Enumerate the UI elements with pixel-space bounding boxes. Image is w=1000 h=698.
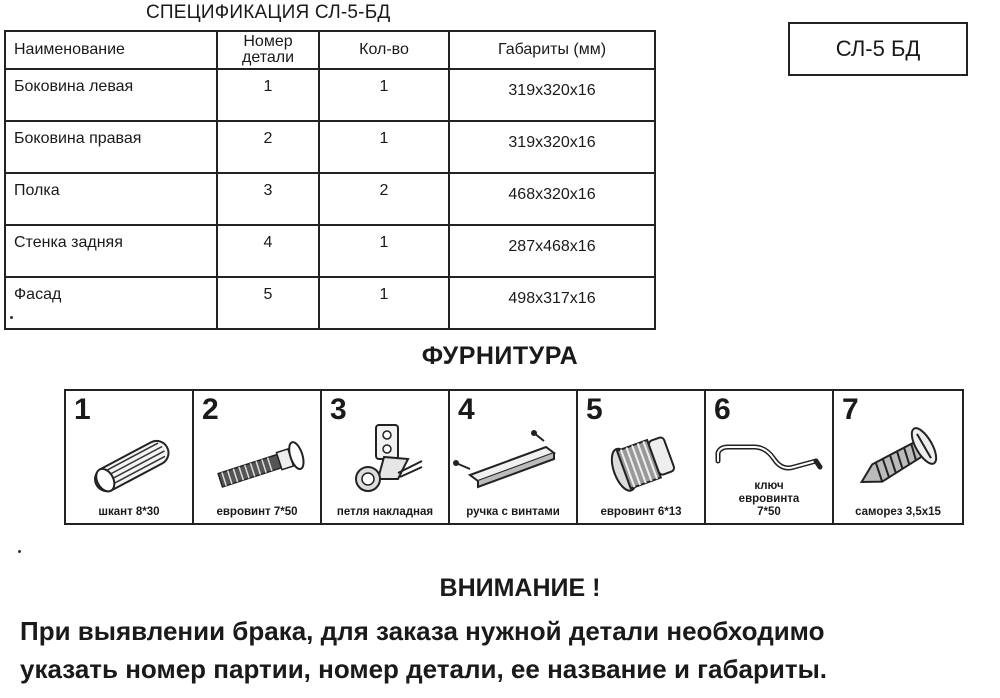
- table-row: [5, 69, 655, 121]
- hardware-number: 7: [842, 393, 859, 426]
- hardware-number: 1: [74, 393, 91, 426]
- handle-icon: [450, 417, 578, 497]
- cell-name: Полка: [5, 173, 217, 225]
- header-num: Номер детали: [217, 31, 319, 69]
- header-size: Габариты (мм): [449, 31, 655, 69]
- hardware-label: петля накладная: [336, 506, 434, 518]
- hardware-row: [64, 389, 964, 525]
- hardware-item: [66, 391, 194, 523]
- cell-size: 498x317x16: [449, 277, 655, 329]
- cell-name: Стенка задняя: [5, 225, 217, 277]
- cell-num: 2: [217, 121, 319, 173]
- warning-line-1: При выявлении брака, для заказа нужной детали необходимо: [20, 616, 825, 646]
- hardware-number: 6: [714, 393, 731, 426]
- hardware-label: евровинт 6*13: [600, 506, 682, 518]
- hardware-number: 5: [586, 393, 603, 426]
- cell-name: Боковина левая: [5, 69, 217, 121]
- table-row: [5, 225, 655, 277]
- table-header-row: [5, 31, 655, 69]
- cell-qty: 2: [319, 173, 449, 225]
- warning-line-2: указать номер партии, номер детали, ее название и габариты.: [20, 654, 827, 684]
- cell-num: 3: [217, 173, 319, 225]
- cell-qty: 1: [319, 225, 449, 277]
- table-row: [5, 173, 655, 225]
- cell-num: 4: [217, 225, 319, 277]
- hardware-item: [322, 391, 450, 523]
- cell-qty: 1: [319, 277, 449, 329]
- cell-name: Фасад: [5, 277, 217, 329]
- hardware-title: ФУРНИТУРА: [421, 342, 579, 370]
- hardware-item: [706, 391, 834, 523]
- hardware-label: евровинт 7*50: [216, 506, 298, 518]
- table-row: [5, 121, 655, 173]
- hardware-label: ключ евровинта 7*50: [738, 480, 800, 518]
- cell-qty: 1: [319, 69, 449, 121]
- header-qty: Кол-во: [319, 31, 449, 69]
- header-name: Наименование: [5, 31, 217, 69]
- spec-title: СПЕЦИФИКАЦИЯ СЛ-5-БД: [146, 2, 391, 23]
- spec-table: [4, 30, 656, 330]
- table-row: [5, 277, 655, 329]
- cell-name: Боковина правая: [5, 121, 217, 173]
- wood-screw-icon: [834, 417, 962, 497]
- short-screw-icon: [578, 417, 706, 497]
- hardware-label: саморез 3,5x15: [855, 506, 941, 518]
- warning-title: ВНИМАНИЕ !: [439, 574, 601, 602]
- euro-screw-icon: [194, 417, 322, 497]
- hardware-label: ручка с винтами: [466, 506, 560, 518]
- cell-size: 468x320x16: [449, 173, 655, 225]
- hardware-item: [194, 391, 322, 523]
- hardware-item: [578, 391, 706, 523]
- hardware-label: шкант 8*30: [98, 506, 160, 518]
- cell-qty: 1: [319, 121, 449, 173]
- scan-speck: [10, 316, 13, 319]
- hinge-icon: [322, 417, 450, 497]
- hardware-number: 4: [458, 393, 475, 426]
- cell-num: 5: [217, 277, 319, 329]
- hardware-number: 3: [330, 393, 347, 426]
- product-code-box: СЛ-5 БД: [788, 22, 968, 76]
- hardware-number: 2: [202, 393, 219, 426]
- scan-speck: [18, 550, 21, 553]
- cell-size: 287x468x16: [449, 225, 655, 277]
- cell-size: 319x320x16: [449, 121, 655, 173]
- hardware-item: [450, 391, 578, 523]
- hardware-item: [834, 391, 962, 523]
- cell-num: 1: [217, 69, 319, 121]
- dowel-icon: [66, 417, 194, 497]
- cell-size: 319x320x16: [449, 69, 655, 121]
